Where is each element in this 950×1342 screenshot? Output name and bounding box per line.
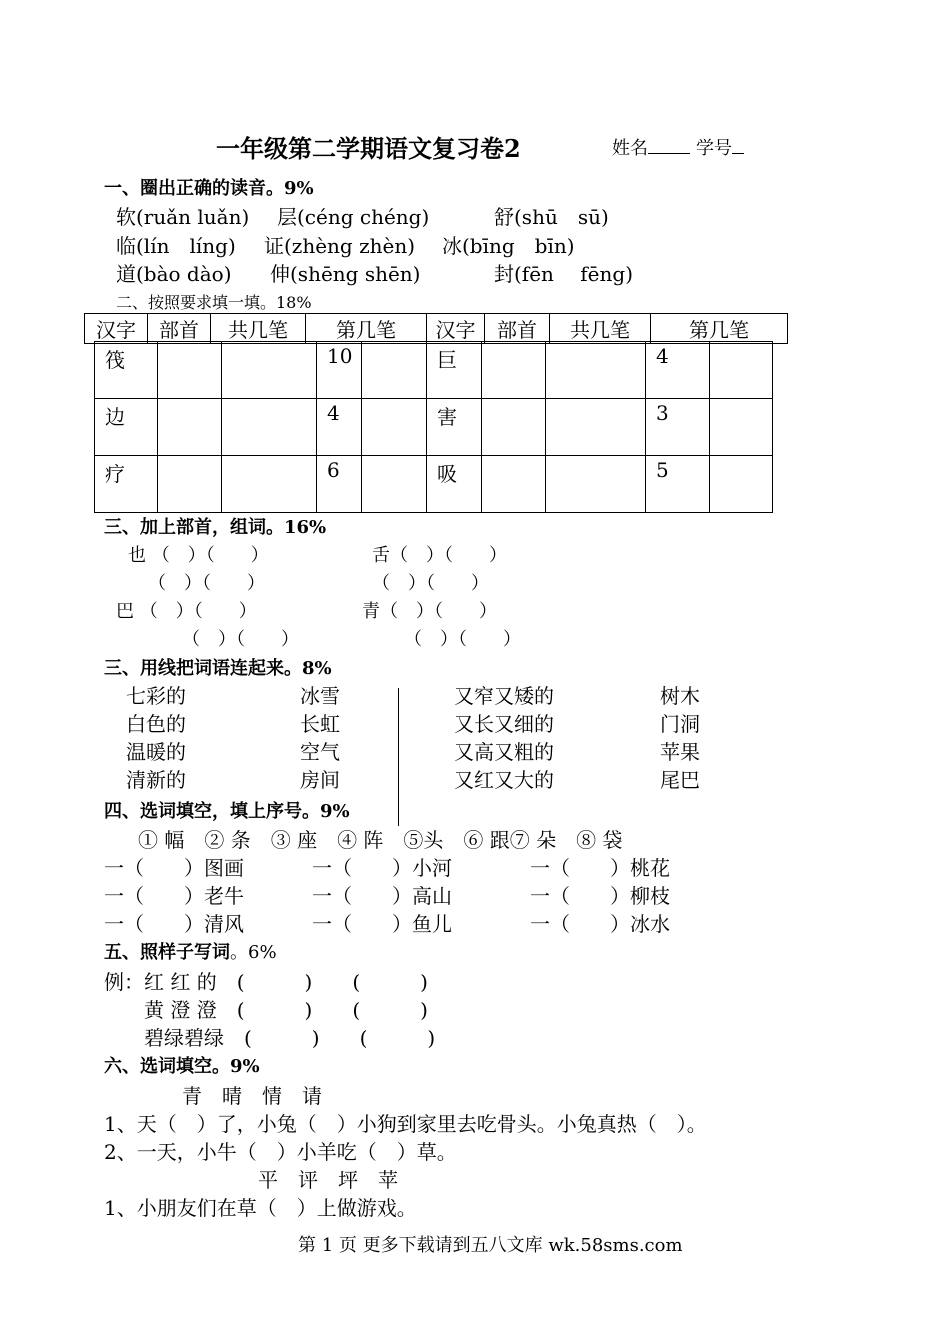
radical-line: 也 （ ）（ ） <box>128 545 269 566</box>
match-word[interactable]: 又窄又矮的 <box>454 684 554 708</box>
hanzi-cell: 边 <box>95 399 158 456</box>
pinyin-item: 伸(shēng shēn) <box>270 262 421 286</box>
page-title: 一年级第二学期语文复习卷2 <box>216 134 521 163</box>
pinyin-item: 冰(bīng bīn) <box>442 234 575 258</box>
answer-cell[interactable] <box>546 342 646 399</box>
radical-line: 舌（ ）（ ） <box>372 545 507 566</box>
stroke-count-cell: 4 <box>646 342 710 399</box>
header-cell: 部首 <box>148 314 211 344</box>
match-word[interactable]: 空气 <box>300 740 340 764</box>
answer-cell[interactable] <box>362 342 427 399</box>
radical-line: （ ）（ ） <box>404 629 521 650</box>
radical-line: （ ）（ ） <box>148 573 265 594</box>
fill-item[interactable]: 一（ ）冰水 <box>530 912 670 936</box>
hanzi-cell: 巨 <box>427 342 482 399</box>
match-word[interactable]: 七彩的 <box>126 684 186 708</box>
section-7-heading: 六、选词填空。9% <box>104 1056 260 1077</box>
match-word[interactable]: 房间 <box>300 768 340 792</box>
word-choices: 青 晴 情 请 <box>182 1084 322 1108</box>
answer-cell[interactable] <box>222 342 317 399</box>
radical-line: （ ）（ ） <box>182 629 299 650</box>
page-footer: 第 1 页 更多下载请到五八文库 wk.58sms.com <box>298 1235 683 1256</box>
header-cell: 共几笔 <box>550 314 651 344</box>
answer-cell[interactable] <box>482 399 546 456</box>
answer-cell[interactable] <box>546 456 646 513</box>
hanzi-cell: 害 <box>427 399 482 456</box>
section-6-heading <box>104 938 277 964</box>
name-field[interactable] <box>612 134 690 160</box>
fill-item[interactable]: 一（ ）图画 <box>104 856 244 880</box>
match-column-4 <box>660 682 700 794</box>
fill-item[interactable]: 一（ ）小河 <box>312 856 452 880</box>
header-cell: 第几笔 <box>651 314 788 344</box>
answer-cell[interactable] <box>362 456 427 513</box>
stroke-count-cell: 4 <box>317 399 362 456</box>
pinyin-item: 证(zhèng zhèn) <box>264 234 416 258</box>
header-cell: 共几笔 <box>211 314 306 344</box>
match-word[interactable]: 又高又粗的 <box>454 740 554 764</box>
stroke-count-cell: 6 <box>317 456 362 513</box>
match-column-2 <box>300 682 340 794</box>
stroke-count-cell: 5 <box>646 456 710 513</box>
pinyin-item: 临(lín líng) <box>116 234 236 258</box>
match-column-3 <box>454 682 554 794</box>
pinyin-item: 软(ruǎn luǎn) <box>116 205 250 229</box>
pinyin-item: 道(bào dào) <box>116 262 232 286</box>
pinyin-item: 舒(shū sū) <box>494 205 609 229</box>
answer-cell[interactable] <box>222 456 317 513</box>
answer-cell[interactable] <box>710 399 773 456</box>
match-word[interactable]: 苹果 <box>660 740 700 764</box>
measure-word-options: ① 幅 ② 条 ③ 座 ④ 阵 ⑤头 ⑥ 跟⑦ 朵 ⑧ 袋 <box>138 828 623 852</box>
stroke-count-cell: 10 <box>317 342 362 399</box>
example-line[interactable]: 例：红 红 的 ( ) ( ) <box>104 970 428 994</box>
radical-line: （ ）（ ） <box>372 573 489 594</box>
fill-item[interactable]: 一（ ）鱼儿 <box>312 912 452 936</box>
match-word[interactable]: 清新的 <box>126 768 186 792</box>
section-1-heading: 一、圈出正确的读音。9% <box>104 178 314 199</box>
fill-item[interactable]: 一（ ）桃花 <box>530 856 670 880</box>
answer-cell[interactable] <box>482 456 546 513</box>
answer-cell[interactable] <box>482 342 546 399</box>
fill-item[interactable]: 一（ ）老牛 <box>104 884 244 908</box>
header-cell: 汉字 <box>427 314 485 344</box>
pinyin-item: 层(céng chéng) <box>277 205 430 229</box>
answer-cell[interactable] <box>710 342 773 399</box>
match-word[interactable]: 长虹 <box>300 712 340 736</box>
name-label: 姓名 <box>612 138 648 159</box>
section-5-heading: 四、选词填空，填上序号。9% <box>104 801 350 822</box>
id-label: 学号 <box>696 138 732 159</box>
match-word[interactable]: 树木 <box>660 684 700 708</box>
answer-cell[interactable] <box>222 399 317 456</box>
match-word[interactable]: 冰雪 <box>300 684 340 708</box>
match-word[interactable]: 门洞 <box>660 712 700 736</box>
fill-item[interactable]: 一（ ）柳枝 <box>530 884 670 908</box>
answer-cell[interactable] <box>158 456 222 513</box>
section-2-heading: 二、按照要求填一填。18% <box>116 293 312 312</box>
header-cell: 第几笔 <box>306 314 427 344</box>
question-line[interactable]: 1、天（ ）了，小兔（ ）小狗到家里去吃骨头。小兔真热（ ）。 <box>104 1112 707 1136</box>
section-4-heading: 三、用线把词语连起来。8% <box>104 658 332 679</box>
example-line[interactable]: 碧绿碧绿 ( ) ( ) <box>144 1026 436 1050</box>
answer-cell[interactable] <box>362 399 427 456</box>
id-field[interactable] <box>696 134 744 160</box>
radical-line: 巴 （ ）（ ） <box>116 601 257 622</box>
radical-line: 青（ ）（ ） <box>362 601 497 622</box>
answer-cell[interactable] <box>710 456 773 513</box>
hanzi-cell: 疗 <box>95 456 158 513</box>
section-3-heading: 三、加上部首，组词。16% <box>104 517 327 538</box>
answer-cell[interactable] <box>158 399 222 456</box>
header-cell: 汉字 <box>85 314 148 344</box>
fill-item[interactable]: 一（ ）清风 <box>104 912 244 936</box>
match-word[interactable]: 又长又细的 <box>454 712 554 736</box>
match-column-1 <box>126 682 186 794</box>
example-line[interactable]: 黄 澄 澄 ( ) ( ) <box>144 998 428 1022</box>
stroke-count-cell: 3 <box>646 399 710 456</box>
match-word[interactable]: 温暖的 <box>126 740 186 764</box>
match-word[interactable]: 尾巴 <box>660 768 700 792</box>
pinyin-item: 封(fēn fēng) <box>494 262 634 286</box>
answer-cell[interactable] <box>546 399 646 456</box>
word-choices: 平 评 坪 苹 <box>258 1168 398 1192</box>
fill-item[interactable]: 一（ ）高山 <box>312 884 452 908</box>
match-word[interactable]: 白色的 <box>126 712 186 736</box>
hanzi-cell: 吸 <box>427 456 482 513</box>
section-6-heading-bold: 五、照样子写词 <box>104 942 230 963</box>
stroke-table <box>94 341 773 513</box>
header-cell: 部首 <box>485 314 550 344</box>
divider-line <box>398 688 399 826</box>
match-word[interactable]: 又红又大的 <box>454 768 554 792</box>
stroke-table-header <box>84 313 788 344</box>
hanzi-cell: 筏 <box>95 342 158 399</box>
question-line[interactable]: 2、一天，小牛（ ）小羊吃（ ）草。 <box>104 1140 457 1164</box>
question-line[interactable]: 1、小朋友们在草（ ）上做游戏。 <box>104 1196 417 1220</box>
answer-cell[interactable] <box>158 342 222 399</box>
section-6-heading-rest: 。6% <box>230 942 277 963</box>
